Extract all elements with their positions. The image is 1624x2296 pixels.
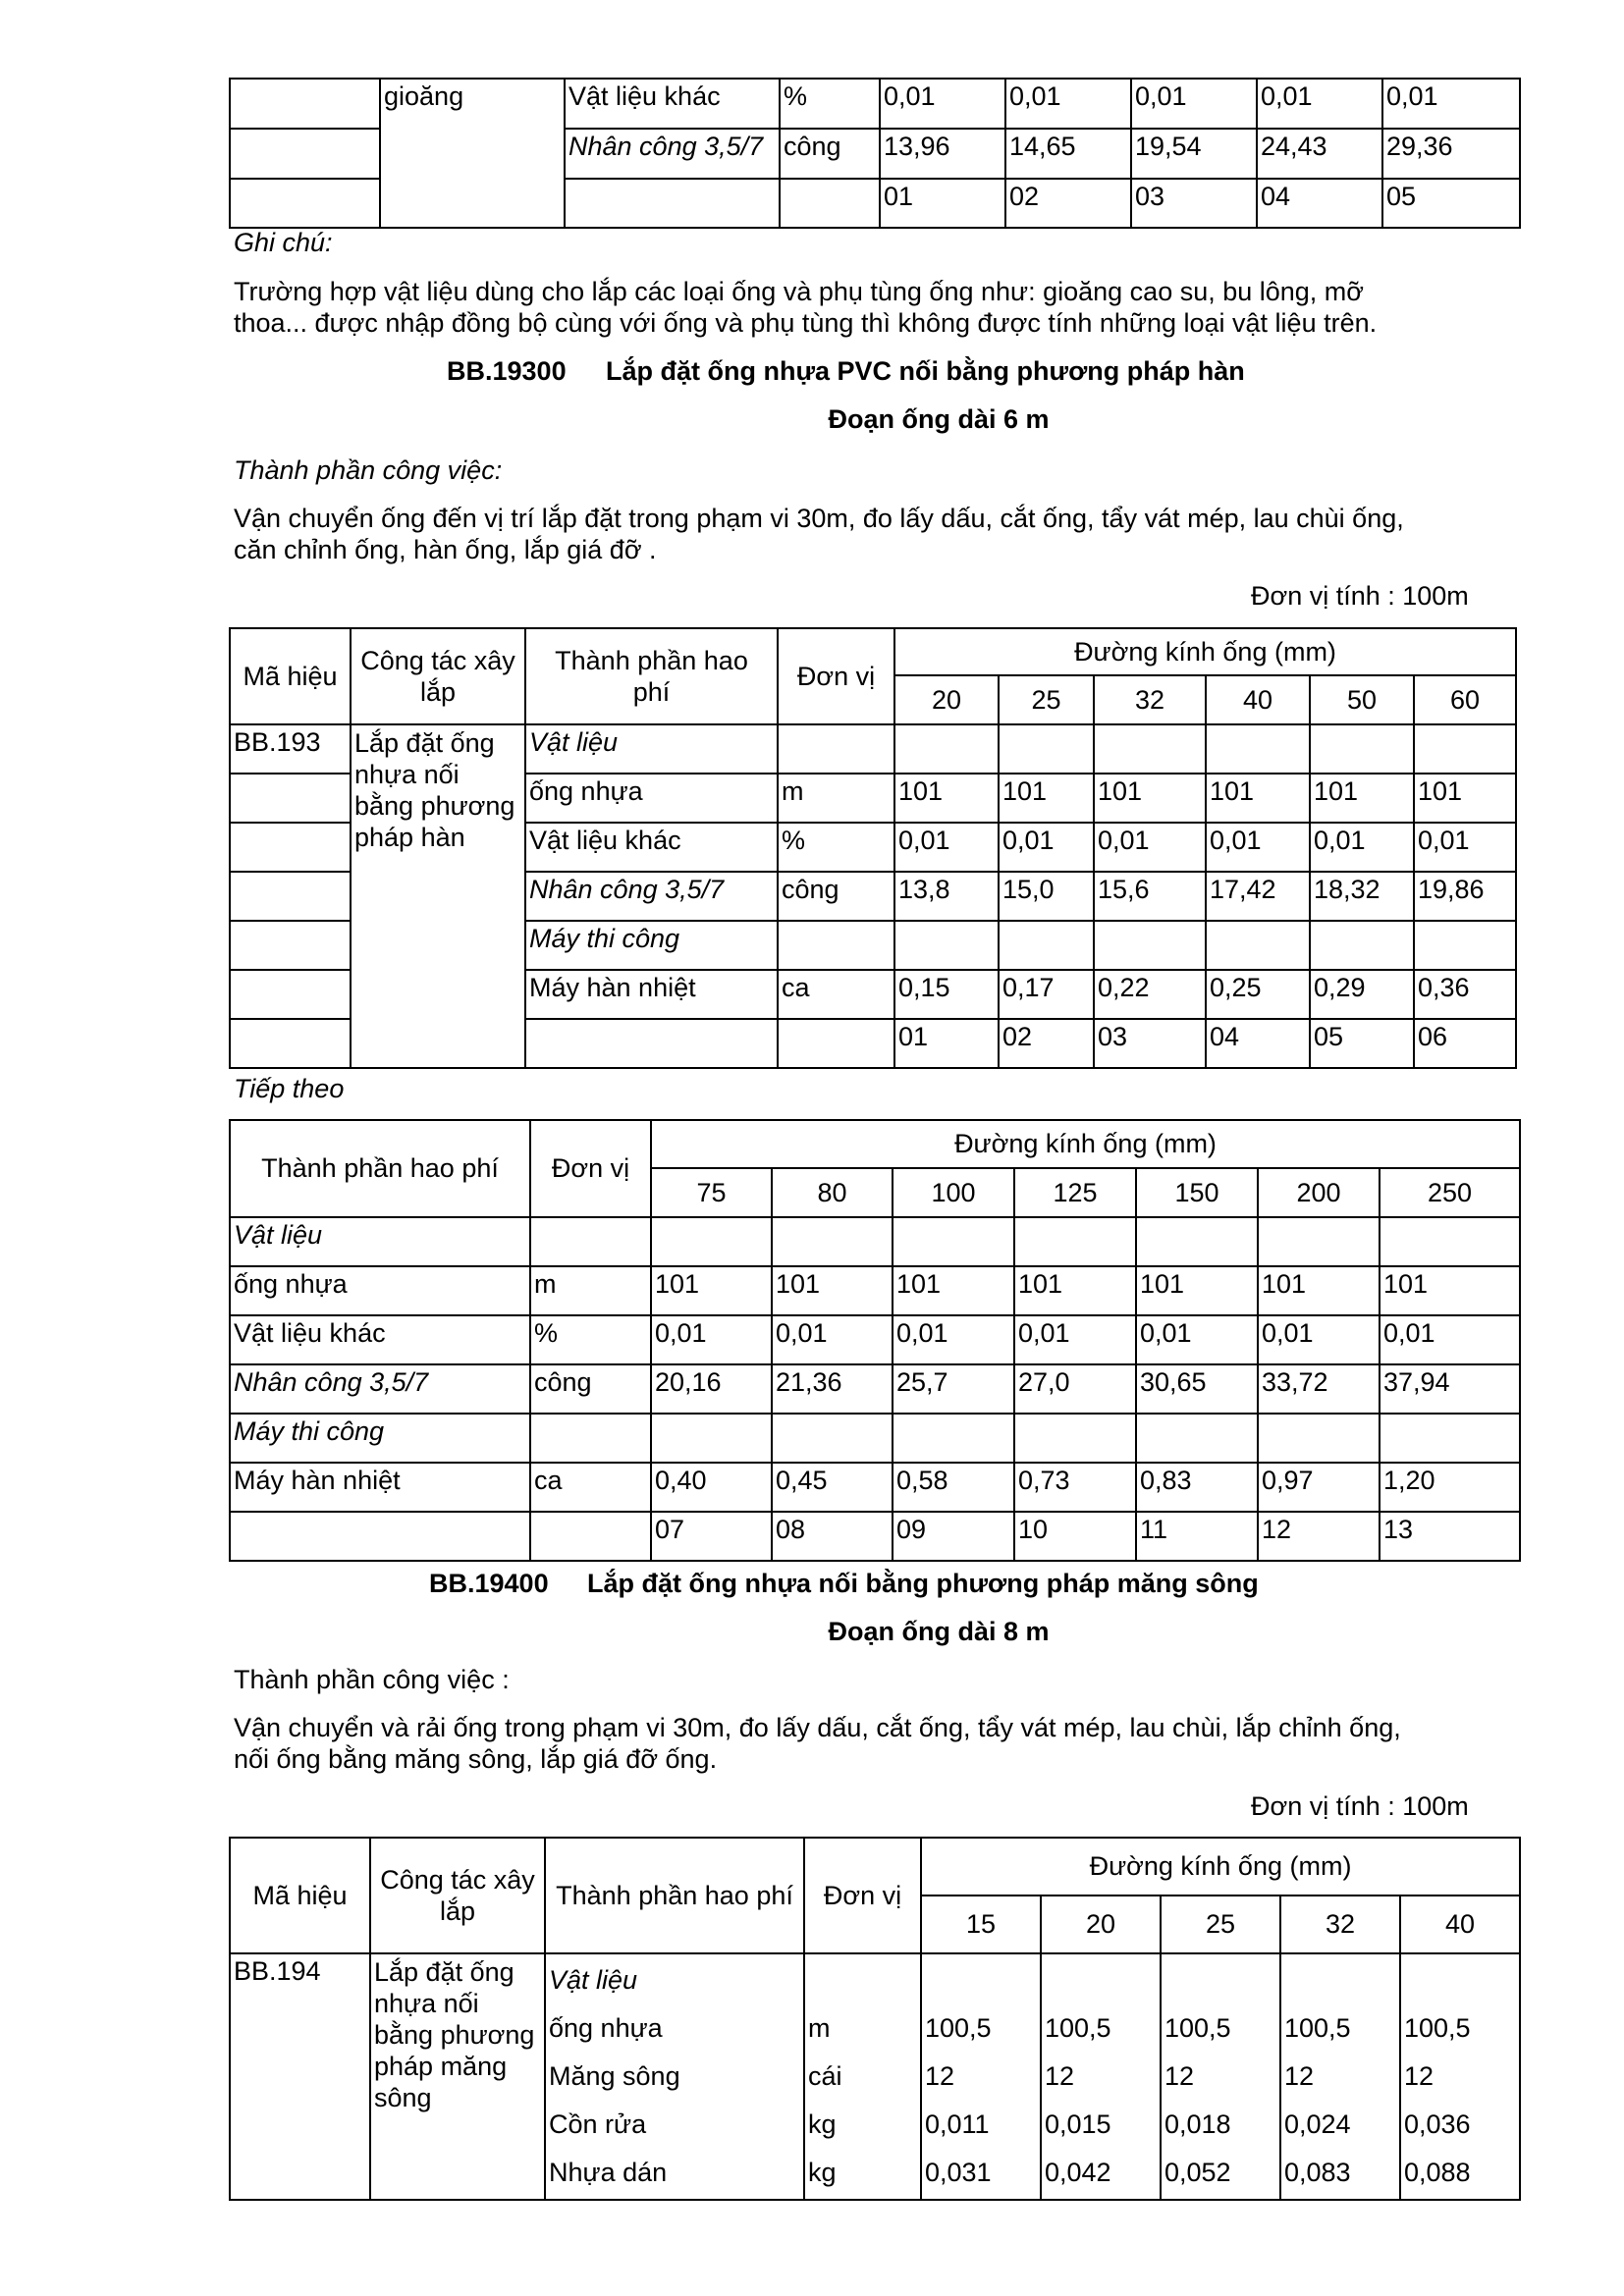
index-cell: 06: [1414, 1019, 1516, 1068]
value-cell: 0,36: [1414, 970, 1516, 1019]
value-cell: [893, 1414, 1014, 1463]
value-cell: 101: [1206, 774, 1310, 823]
cell: 01: [880, 179, 1005, 228]
value-cell: 0,83: [1136, 1463, 1258, 1512]
code-cell: [230, 1019, 351, 1068]
value-cell: [1258, 1414, 1380, 1463]
value-column: 100,5 12 0,015 0,042: [1041, 1953, 1161, 2200]
value-cell: [999, 921, 1094, 970]
value-cell: 0,01: [1258, 1315, 1380, 1364]
diameter-header: 250: [1380, 1168, 1520, 1217]
value-cell: 0,22: [1094, 970, 1206, 1019]
value-column: 100,5 12 0,036 0,088: [1400, 1953, 1520, 2200]
value-cell: 21,36: [772, 1364, 893, 1414]
value-cell: 101: [651, 1266, 772, 1315]
value-cell: 101: [1258, 1266, 1380, 1315]
value-cell: 15,6: [1094, 872, 1206, 921]
code-cell: [230, 774, 351, 823]
component-cell: Nhân công 3,5/7: [230, 1364, 530, 1414]
value-cell: 0,01: [1414, 823, 1516, 872]
diameter-header: 20: [894, 675, 999, 724]
component-cell: Máy hàn nhiệt: [525, 970, 778, 1019]
value-cell: 0,29: [1310, 970, 1414, 1019]
component-cell: Vật liệu: [230, 1217, 530, 1266]
value-cell: 19,86: [1414, 872, 1516, 921]
value-cell: 0,15: [894, 970, 999, 1019]
component-cell: ống nhựa: [525, 774, 778, 823]
section-title: Lắp đặt ống nhựa PVC nối bằng phương pháp hàn: [606, 356, 1245, 386]
unit-cell: [778, 1019, 894, 1068]
unit-cell: [530, 1217, 651, 1266]
component-cell: Máy hàn nhiệt: [230, 1463, 530, 1512]
code-cell: [230, 872, 351, 921]
value-cell: [1414, 724, 1516, 774]
diameter-header: 25: [999, 675, 1094, 724]
unit-cell: %: [530, 1315, 651, 1364]
cell: 04: [1257, 179, 1382, 228]
diameter-header: 20: [1041, 1896, 1161, 1953]
unit-cell: công: [778, 872, 894, 921]
index-cell: 07: [651, 1512, 772, 1561]
value-cell: [1094, 724, 1206, 774]
work-label: Thành phần công việc :: [234, 1665, 510, 1694]
value-cell: 101: [1380, 1266, 1520, 1315]
note-line: Trường hợp vật liệu dùng cho lắp các loại ống và phụ tùng ống như: gioăng cao su, bu lông, mỡ: [234, 277, 1365, 306]
section-subtitle: Đoạn ống dài 6 m: [828, 404, 1050, 434]
code-cell: [230, 823, 351, 872]
value-cell: [651, 1217, 772, 1266]
component-cell: ống nhựa: [230, 1266, 530, 1315]
value-cell: 101: [1136, 1266, 1258, 1315]
header-unit: Đơn vị: [804, 1838, 921, 1953]
value-cell: 25,7: [893, 1364, 1014, 1414]
component-cell: Vật liệu khác: [525, 823, 778, 872]
code-cell: [230, 921, 351, 970]
index-cell: 05: [1310, 1019, 1414, 1068]
note-line: thoa... được nhập đồng bộ cùng với ống và phụ tùng thì không được tính những loại vật liệu trên.: [234, 308, 1378, 338]
unit-cell: m: [778, 774, 894, 823]
header-code: Mã hiệu: [230, 1838, 370, 1953]
value-cell: [772, 1217, 893, 1266]
unit-cell: m: [530, 1266, 651, 1315]
index-cell: 08: [772, 1512, 893, 1561]
value-cell: 0,01: [1310, 823, 1414, 872]
component-column: Vật liệu ống nhựa Măng sông Cồn rửa Nhựa dán: [545, 1953, 804, 2200]
value-cell: 17,42: [1206, 872, 1310, 921]
norm-table-bb193-continued: [229, 1119, 1521, 1562]
value-cell: 0,58: [893, 1463, 1014, 1512]
header-diameter: Đường kính ống (mm): [894, 628, 1516, 675]
cell: 29,36: [1382, 129, 1520, 179]
value-cell: 1,20: [1380, 1463, 1520, 1512]
header-diameter: Đường kính ống (mm): [651, 1120, 1520, 1168]
unit-note: Đơn vị tính : 100m: [1251, 581, 1469, 611]
work-cell: Lắp đặt ống nhựa nối bằng phương pháp hàn: [351, 724, 525, 1068]
index-cell: 10: [1014, 1512, 1136, 1561]
cell: 03: [1131, 179, 1257, 228]
cell: [230, 129, 380, 179]
section-code: BB.19300: [447, 356, 567, 386]
component-cell: [525, 1019, 778, 1068]
index-cell: 11: [1136, 1512, 1258, 1561]
value-cell: 0,01: [1380, 1315, 1520, 1364]
work-description: nối ống bằng măng sông, lắp giá đỡ ống.: [234, 1744, 718, 1774]
unit-cell: công: [530, 1364, 651, 1414]
index-cell: 12: [1258, 1512, 1380, 1561]
value-cell: [999, 724, 1094, 774]
unit-cell: %: [778, 823, 894, 872]
diameter-header: 60: [1414, 675, 1516, 724]
value-cell: 0,01: [1136, 1315, 1258, 1364]
component-cell: Vật liệu khác: [230, 1315, 530, 1364]
header-component: Thành phần hao phí: [525, 628, 778, 724]
index-cell: 09: [893, 1512, 1014, 1561]
value-cell: 0,01: [999, 823, 1094, 872]
diameter-header: 15: [921, 1896, 1041, 1953]
cell: 24,43: [1257, 129, 1382, 179]
value-cell: 30,65: [1136, 1364, 1258, 1414]
diameter-header: 125: [1014, 1168, 1136, 1217]
cell: [565, 179, 780, 228]
cell: 0,01: [1382, 79, 1520, 129]
value-cell: 0,17: [999, 970, 1094, 1019]
header-code: Mã hiệu: [230, 628, 351, 724]
value-cell: 37,94: [1380, 1364, 1520, 1414]
cell: 0,01: [1005, 79, 1131, 129]
diameter-header: 200: [1258, 1168, 1380, 1217]
value-cell: [893, 1217, 1014, 1266]
index-cell: 01: [894, 1019, 999, 1068]
value-cell: 18,32: [1310, 872, 1414, 921]
note-label: Ghi chú:: [234, 228, 333, 257]
unit-cell: [778, 724, 894, 774]
value-cell: [1206, 921, 1310, 970]
header-work: Công tác xây lắp: [370, 1838, 545, 1953]
value-column: 100,5 12 0,011 0,031: [921, 1953, 1041, 2200]
value-cell: [1258, 1217, 1380, 1266]
diameter-header: 32: [1094, 675, 1206, 724]
top-table: [229, 78, 1521, 229]
unit-column: m cái kg kg: [804, 1953, 921, 2200]
component-cell: [230, 1512, 530, 1561]
value-cell: 101: [1310, 774, 1414, 823]
norm-table-bb194: [229, 1837, 1521, 2201]
diameter-header: 40: [1400, 1896, 1520, 1953]
header-diameter: Đường kính ống (mm): [921, 1838, 1520, 1896]
value-cell: [1136, 1414, 1258, 1463]
value-cell: [1414, 921, 1516, 970]
cell: 0,01: [880, 79, 1005, 129]
value-cell: [1206, 724, 1310, 774]
value-cell: 27,0: [1014, 1364, 1136, 1414]
diameter-header: 32: [1280, 1896, 1400, 1953]
value-cell: [894, 724, 999, 774]
value-cell: 0,01: [894, 823, 999, 872]
index-cell: 13: [1380, 1512, 1520, 1561]
code-cell: BB.194: [230, 1953, 370, 2200]
value-cell: 33,72: [1258, 1364, 1380, 1414]
value-cell: 101: [894, 774, 999, 823]
component-cell: Nhân công 3,5/7: [525, 872, 778, 921]
cell: 14,65: [1005, 129, 1131, 179]
unit-cell: [778, 921, 894, 970]
value-cell: 20,16: [651, 1364, 772, 1414]
value-cell: [894, 921, 999, 970]
value-cell: 0,01: [1094, 823, 1206, 872]
work-description: căn chỉnh ống, hàn ống, lắp giá đỡ .: [234, 535, 657, 564]
value-cell: [651, 1414, 772, 1463]
value-cell: 0,01: [893, 1315, 1014, 1364]
index-cell: 04: [1206, 1019, 1310, 1068]
norm-table-bb193: [229, 627, 1517, 1069]
cell: 0,01: [1131, 79, 1257, 129]
value-cell: 13,8: [894, 872, 999, 921]
diameter-header: 50: [1310, 675, 1414, 724]
value-column: 100,5 12 0,018 0,052: [1161, 1953, 1280, 2200]
diameter-header: 150: [1136, 1168, 1258, 1217]
cell: 05: [1382, 179, 1520, 228]
unit-note: Đơn vị tính : 100m: [1251, 1791, 1469, 1821]
unit-cell: [530, 1414, 651, 1463]
header-component: Thành phần hao phí: [230, 1120, 530, 1217]
code-cell: BB.193: [230, 724, 351, 774]
value-cell: 101: [1414, 774, 1516, 823]
continued-label: Tiếp theo: [234, 1074, 345, 1103]
value-cell: 0,73: [1014, 1463, 1136, 1512]
value-cell: [772, 1414, 893, 1463]
value-column: 100,5 12 0,024 0,083: [1280, 1953, 1400, 2200]
cell: công: [780, 129, 880, 179]
value-cell: 101: [1094, 774, 1206, 823]
diameter-header: 80: [772, 1168, 893, 1217]
cell: [230, 79, 380, 129]
value-cell: 0,97: [1258, 1463, 1380, 1512]
value-cell: 101: [893, 1266, 1014, 1315]
cell: [780, 179, 880, 228]
diameter-header: 100: [893, 1168, 1014, 1217]
value-cell: [1136, 1217, 1258, 1266]
cell: [230, 179, 380, 228]
cell: gioăng: [380, 79, 565, 228]
value-cell: 101: [999, 774, 1094, 823]
work-description: Vận chuyển ống đến vị trí lắp đặt trong phạm vi 30m, đo lấy dấu, cắt ống, tẩy vát mép, lau chùi ống,: [234, 504, 1404, 533]
code-cell: [230, 970, 351, 1019]
cell: 19,54: [1131, 129, 1257, 179]
value-cell: [1014, 1217, 1136, 1266]
header-unit: Đơn vị: [778, 628, 894, 724]
work-cell: Lắp đặt ống nhựa nối bằng phương pháp măng sông: [370, 1953, 545, 2200]
value-cell: [1094, 921, 1206, 970]
index-cell: 03: [1094, 1019, 1206, 1068]
value-cell: 0,25: [1206, 970, 1310, 1019]
component-cell: Máy thi công: [230, 1414, 530, 1463]
value-cell: 15,0: [999, 872, 1094, 921]
diameter-header: 40: [1206, 675, 1310, 724]
value-cell: 101: [1014, 1266, 1136, 1315]
header-component: Thành phần hao phí: [545, 1838, 804, 1953]
component-cell: Máy thi công: [525, 921, 778, 970]
unit-cell: ca: [530, 1463, 651, 1512]
value-cell: 0,45: [772, 1463, 893, 1512]
cell: Nhân công 3,5/7: [565, 129, 780, 179]
work-description: Vận chuyển và rải ống trong phạm vi 30m, đo lấy dấu, cắt ống, tẩy vát mép, lau chùi, lắp chỉnh ống,: [234, 1713, 1401, 1742]
value-cell: 0,40: [651, 1463, 772, 1512]
unit-cell: [530, 1512, 651, 1561]
cell: 02: [1005, 179, 1131, 228]
header-work: Công tác xây lắp: [351, 628, 525, 724]
value-cell: 0,01: [772, 1315, 893, 1364]
value-cell: 101: [772, 1266, 893, 1315]
cell: Vật liệu khác: [565, 79, 780, 129]
header-unit: Đơn vị: [530, 1120, 651, 1217]
diameter-header: 25: [1161, 1896, 1280, 1953]
section-title: Lắp đặt ống nhựa nối bằng phương pháp măng sông: [587, 1569, 1259, 1598]
section-code: BB.19400: [429, 1569, 549, 1598]
value-cell: 0,01: [1014, 1315, 1136, 1364]
component-cell: Vật liệu: [525, 724, 778, 774]
value-cell: [1310, 724, 1414, 774]
work-label: Thành phần công việc:: [234, 455, 503, 485]
diameter-header: 75: [651, 1168, 772, 1217]
section-subtitle: Đoạn ống dài 8 m: [828, 1617, 1050, 1646]
cell: %: [780, 79, 880, 129]
cell: 13,96: [880, 129, 1005, 179]
unit-cell: ca: [778, 970, 894, 1019]
value-cell: [1380, 1217, 1520, 1266]
value-cell: 0,01: [651, 1315, 772, 1364]
value-cell: [1014, 1414, 1136, 1463]
index-cell: 02: [999, 1019, 1094, 1068]
value-cell: [1310, 921, 1414, 970]
value-cell: 0,01: [1206, 823, 1310, 872]
value-cell: [1380, 1414, 1520, 1463]
cell: 0,01: [1257, 79, 1382, 129]
